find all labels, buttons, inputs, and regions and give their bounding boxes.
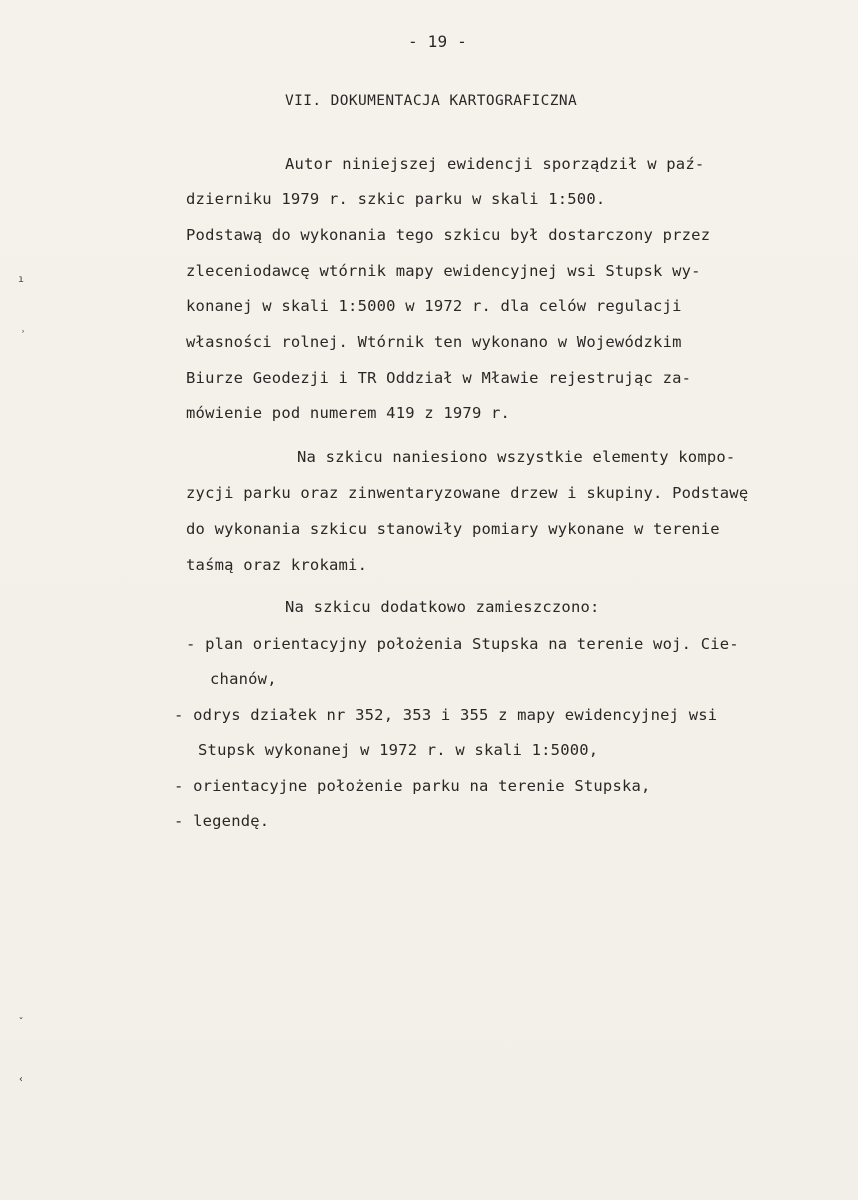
text-line: zleceniodawcę wtórnik mapy ewidencyjnej wsi Stupsk wy-: [186, 262, 701, 280]
page-number: - 19 -: [408, 32, 467, 51]
text-line: Stupsk wykonanej w 1972 r. w skali 1:5000,: [198, 741, 599, 759]
text-line: Autor niniejszej ewidencji sporządził w paź-: [285, 155, 705, 173]
margin-mark: ˇ: [18, 1017, 25, 1028]
text-line: dzierniku 1979 r. szkic parku w skali 1:500.: [186, 190, 606, 208]
text-line: chanów,: [210, 670, 277, 688]
list-item: - odrys działek nr 352, 353 i 355 z mapy ewidencyjnej wsi: [174, 706, 718, 724]
list-item: - orientacyjne położenie parku na terenie Stupska,: [174, 777, 651, 795]
text-line: taśmą oraz krokami.: [186, 556, 368, 574]
text-line: Podstawą do wykonania tego szkicu był dostarczony przez: [186, 226, 711, 244]
section-heading: VII. DOKUMENTACJA KARTOGRAFICZNA: [285, 93, 578, 109]
text-line: Biurze Geodezji i TR Oddział w Mławie rejestrując za-: [186, 369, 692, 387]
margin-mark: ‹: [18, 1074, 25, 1085]
list-item: - plan orientacyjny położenia Stupska na terenie woj. Cie-: [186, 635, 739, 653]
list-item: - legendę.: [174, 812, 270, 830]
text-line: Na szkicu naniesiono wszystkie elementy kompo-: [297, 448, 736, 466]
margin-mark: ı: [18, 274, 25, 285]
text-line: konanej w skali 1:5000 w 1972 r. dla celów regulacji: [186, 297, 682, 315]
text-line: Na szkicu dodatkowo zamieszczono:: [285, 598, 600, 616]
text-line: mówienie pod numerem 419 z 1979 r.: [186, 404, 511, 422]
text-line: zycji parku oraz zinwentaryzowane drzew i skupiny. Podstawę: [186, 484, 749, 502]
margin-mark: ˒: [20, 327, 27, 338]
text-line: własności rolnej. Wtórnik ten wykonano w Wojewódzkim: [186, 333, 682, 351]
text-line: do wykonania szkicu stanowiły pomiary wykonane w terenie: [186, 520, 720, 538]
